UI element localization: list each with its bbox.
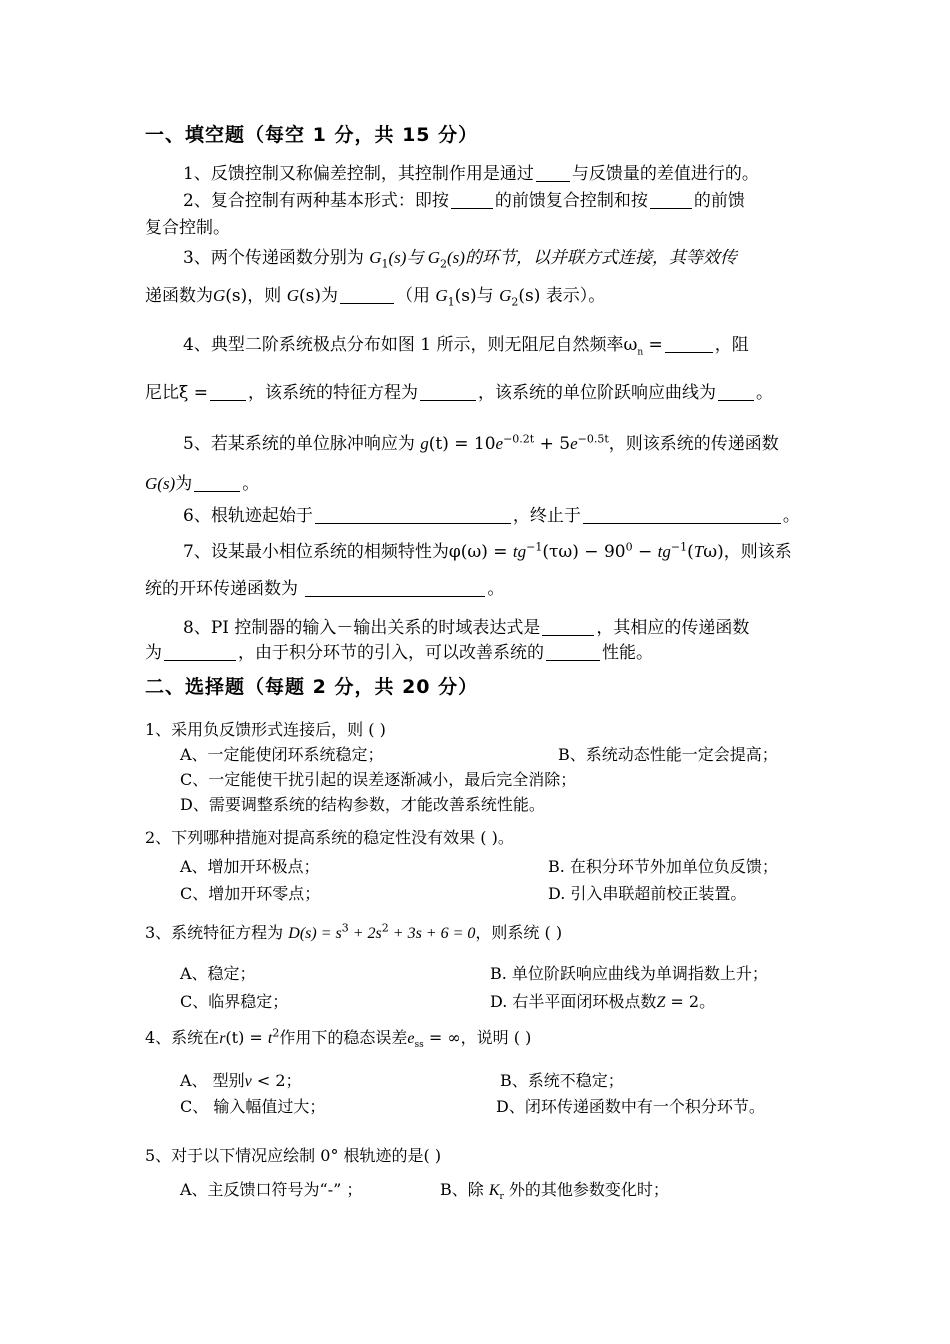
fill-question-2: 2、复合控制有两种基本形式：即按 的前馈复合控制和按 的前馈 [183, 191, 745, 211]
option-b[interactable]: B、除 $K_r$ 外的其他参数变化时； [440, 1180, 669, 1203]
answer-blank[interactable] [194, 475, 240, 492]
choice-question-1: 1、采用负反馈形式连接后，则 ( ) [145, 720, 386, 739]
choice-question-3: 3、系统特征方程为 $D(s) = s^3 + 2s^2 + 3s + 6 = 0$，则系统 ( ) [145, 921, 563, 942]
answer-blank[interactable] [650, 192, 692, 209]
answer-blank[interactable] [542, 619, 594, 636]
fill-question-3-cont: 递函数为G(s)，则 G(s)为 （用 $G_1(s)$与 $G_2(s)$ 表示）。 [145, 286, 606, 309]
fill-question-3: 3、两个传递函数分别为 $G_1(s)$与 $G_2(s)$的环节，以并联方式连接，其等效传 [183, 248, 737, 271]
answer-blank[interactable] [665, 336, 713, 353]
answer-blank[interactable] [420, 384, 476, 401]
answer-blank[interactable] [305, 580, 485, 597]
fill-question-2-cont: 复合控制。 [145, 218, 230, 238]
option-d[interactable]: D、闭环传递函数中有一个积分环节。 [496, 1097, 765, 1116]
fill-question-4-cont: 尼比ξ = ，该系统的特征方程为 ，该系统的单位阶跃响应曲线为 。 [145, 383, 774, 403]
answer-blank[interactable] [546, 644, 600, 661]
section-title-fill: 一、填空题（每空 1 分，共 15 分） [145, 124, 479, 146]
answer-blank[interactable] [340, 287, 394, 304]
answer-blank[interactable] [583, 507, 781, 524]
option-a[interactable]: A、 型别v < 2； [180, 1071, 302, 1090]
section-title-choice: 二、选择题（每题 2 分，共 20 分） [145, 676, 479, 698]
option-b[interactable]: B. 在积分环节外加单位负反馈； [548, 857, 778, 876]
option-b[interactable]: B、系统不稳定； [500, 1071, 624, 1090]
fill-question-8: 8、PI 控制器的输入－输出关系的时域表达式是 ，其相应的传递函数 [183, 618, 750, 638]
answer-blank[interactable] [210, 384, 246, 401]
fill-question-6: 6、根轨迹起始于 ，终止于 。 [183, 506, 800, 526]
choice-question-5: 5、对于以下情况应绘制 0° 根轨迹的是( ) [145, 1146, 442, 1165]
answer-blank[interactable] [451, 192, 493, 209]
option-c[interactable]: C、一定能使干扰引起的误差逐渐减小，最后完全消除； [180, 770, 577, 789]
option-b[interactable]: B、系统动态性能一定会提高； [558, 745, 778, 764]
fill-question-7: 7、设某最小相位系统的相频特性为$\varphi(\omega) = tg^{-1}(\tau\omega) - 90^0 - tg^{-1}(T\omega)$，则该系 [183, 540, 792, 562]
fill-question-8-cont: 为 ，由于积分环节的引入，可以改善系统的 性能。 [145, 643, 653, 663]
fill-question-1: 1、反馈控制又称偏差控制，其控制作用是通过 与反馈量的差值进行的。 [183, 164, 759, 184]
fill-question-5: 5、若某系统的单位脉冲响应为 $g(t) = 10e^{-0.2t} + 5e^{-0.5t}$，则该系统的传递函数 [183, 432, 779, 454]
option-a[interactable]: A、主反馈口符号为“-” ； [180, 1180, 363, 1199]
answer-blank[interactable] [315, 507, 511, 524]
choice-question-2: 2、下列哪种措施对提高系统的稳定性没有效果 ( )。 [145, 828, 514, 847]
option-d[interactable]: D. 右半平面闭环极点数Z = 2。 [490, 992, 716, 1011]
option-a[interactable]: A、稳定； [180, 964, 256, 983]
choice-question-4: 4、系统在$r(t) = t^2$作用下的稳态误差$e_{ss}$ = ∞，说明 ( ) [145, 1026, 532, 1051]
option-a[interactable]: A、增加开环极点； [180, 857, 320, 876]
fill-question-5-cont: G(s)为 。 [145, 474, 260, 494]
option-c[interactable]: C、临界稳定； [180, 992, 289, 1011]
option-b[interactable]: B. 单位阶跃响应曲线为单调指数上升； [490, 964, 768, 983]
answer-blank[interactable] [536, 165, 570, 182]
option-c[interactable]: C、 输入幅值过大； [180, 1097, 326, 1116]
option-c[interactable]: C、增加开环零点； [180, 884, 321, 903]
option-a[interactable]: A、一定能使闭环系统稳定； [180, 745, 384, 764]
option-d[interactable]: D、需要调整系统的结构参数，才能改善系统性能。 [180, 795, 545, 814]
option-d[interactable]: D. 引入串联超前校正装置。 [548, 884, 747, 903]
fill-question-4: 4、典型二阶系统极点分布如图 1 所示，则无阻尼自然频率$\omega_n$ = ，阻 [183, 335, 749, 358]
answer-blank[interactable] [718, 384, 754, 401]
answer-blank[interactable] [164, 644, 236, 661]
fill-question-7-cont: 统的开环传递函数为 。 [145, 579, 505, 599]
